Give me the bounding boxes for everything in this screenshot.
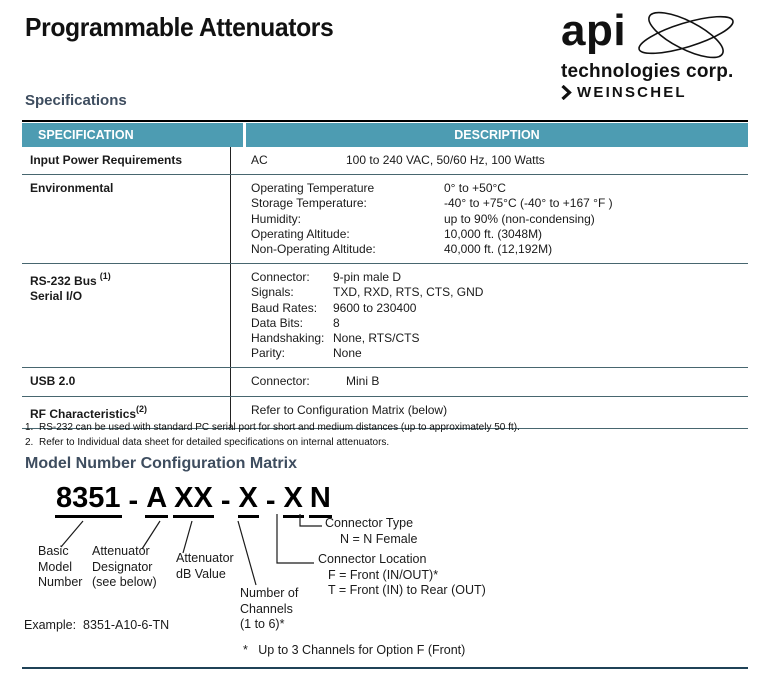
api-weinschel-logo xyxy=(561,8,766,101)
model-matrix-heading: Model Number Configuration Matrix xyxy=(25,455,297,472)
footnote xyxy=(25,421,520,436)
table-row xyxy=(22,175,748,264)
model-separator: - xyxy=(220,485,231,517)
spec-footnote-ref: (1) xyxy=(99,271,111,282)
specifications-table xyxy=(22,120,748,429)
description-item xyxy=(251,346,748,361)
chevron-right-icon xyxy=(561,85,572,100)
spec-description xyxy=(230,264,748,367)
description-item xyxy=(251,242,748,257)
spec-name-line2: Serial I/O xyxy=(30,289,83,304)
callout-attenuator-designator xyxy=(92,544,157,591)
item-label: Handshaking: xyxy=(251,331,325,346)
description-item xyxy=(251,285,748,300)
item-label: Signals: xyxy=(251,285,294,300)
item-value: None, RTS/CTS xyxy=(333,331,420,346)
spec-footnote-ref: (2) xyxy=(136,403,148,414)
description-item xyxy=(251,403,748,418)
callout-line: Model xyxy=(38,559,73,574)
callout-line: Attenuator xyxy=(92,544,150,558)
footnote-text: Refer to Individual data sheet for detailed specifications on internal attenuators. xyxy=(39,436,390,448)
description-item xyxy=(251,181,748,196)
footnote xyxy=(25,436,520,451)
table-row xyxy=(22,368,748,396)
callout-line: dB Value xyxy=(176,566,226,581)
table-row xyxy=(22,264,748,368)
model-example: Example: 8351-A10-6-TN xyxy=(24,618,170,632)
item-value: 40,000 ft. (12,192M) xyxy=(444,242,553,257)
channels-footnote: * Up to 3 Channels for Option F (Front) xyxy=(243,643,466,657)
specifications-heading: Specifications xyxy=(25,92,127,109)
item-value: 100 to 240 VAC, 50/60 Hz, 100 Watts xyxy=(346,153,545,167)
item-label: Operating Altitude: xyxy=(251,226,350,241)
model-separator: - xyxy=(128,485,139,517)
callout-attenuator-db-value xyxy=(176,551,234,582)
spec-name: Input Power Requirements xyxy=(30,153,183,167)
spec-name: RF Characteristics$^{(2)}$ xyxy=(30,403,148,421)
callout-line: Channels xyxy=(240,601,293,616)
spec-description xyxy=(230,368,748,395)
item-label: Baud Rates: xyxy=(251,300,318,315)
callout-line: Connector Type xyxy=(325,516,414,530)
footnote-number: 1. xyxy=(25,422,34,433)
description-item xyxy=(251,212,748,227)
description-item xyxy=(251,153,748,168)
callout-basic-model-number xyxy=(38,544,82,591)
item-label: Data Bits: xyxy=(251,315,304,330)
item-label: Connector: xyxy=(251,374,310,389)
callout-connector-location xyxy=(318,552,486,599)
item-value: Refer to Configuration Matrix (below) xyxy=(251,402,448,417)
item-value: Mini B xyxy=(346,374,380,389)
table-footnotes xyxy=(25,421,520,450)
model-segment: XX xyxy=(173,483,214,518)
description-item xyxy=(251,374,748,389)
callout-line: Attenuator xyxy=(176,551,234,565)
leader-line xyxy=(183,521,192,553)
item-value: 9-pin male D xyxy=(333,270,402,285)
callout-line: F = Front (IN/OUT)* xyxy=(328,567,439,582)
orbit-ellipses-icon xyxy=(634,10,738,60)
table-header-row xyxy=(22,123,748,147)
item-value: 9600 to 230400 xyxy=(333,300,417,315)
callout-line: Designator xyxy=(92,559,153,574)
model-segment: 8351 xyxy=(55,483,122,518)
description-item xyxy=(251,196,748,211)
model-number xyxy=(55,483,332,518)
item-value: 0° to +50°C xyxy=(444,181,506,196)
page-title: Programmable Attenuators xyxy=(25,12,334,42)
table-row xyxy=(22,147,748,175)
model-segment: X xyxy=(238,483,259,518)
spec-name: RS-232 Bus $^{(1)}$ Serial I/O xyxy=(22,264,230,367)
item-label: Connector: xyxy=(251,270,310,285)
table-body xyxy=(22,147,748,429)
item-label: AC xyxy=(251,153,268,167)
callout-line: Number xyxy=(38,575,83,589)
column-header-specification: SPECIFICATION xyxy=(22,123,243,147)
logo-weinschel-line xyxy=(561,84,766,101)
description-item xyxy=(251,227,748,242)
bottom-rule xyxy=(22,667,748,669)
item-label: Storage Temperature: xyxy=(251,196,367,211)
column-header-description: DESCRIPTION xyxy=(246,123,748,147)
leader-line xyxy=(238,521,256,585)
spec-name: USB 2.0 xyxy=(30,374,76,389)
model-segment: X xyxy=(283,483,304,518)
item-value: TXD, RXD, RTS, CTS, GND xyxy=(333,285,484,300)
api-logo-text: api xyxy=(561,6,627,55)
logo-weinschel-text: WEINSCHEL xyxy=(577,84,687,101)
description-item xyxy=(251,301,748,316)
item-value: None xyxy=(333,346,362,361)
description-item xyxy=(251,270,748,285)
item-label: Parity: xyxy=(251,346,286,361)
callout-line: N = N Female xyxy=(340,531,418,546)
callout-line: (see below) xyxy=(92,575,157,589)
footnote-number: 2. xyxy=(25,436,34,448)
callout-line: T = Front (IN) to Rear (OUT) xyxy=(328,583,486,597)
logo-technologies-text: technologies corp. xyxy=(561,61,734,82)
item-value: 10,000 ft. (3048M) xyxy=(444,226,543,241)
callout-line: (1 to 6)* xyxy=(240,617,285,631)
spec-name: Environmental xyxy=(30,181,114,196)
item-value: 8 xyxy=(333,315,340,330)
description-item xyxy=(251,331,748,346)
model-segment: A xyxy=(145,483,168,518)
item-value: up to 90% (non-condensing) xyxy=(444,211,595,226)
spec-description xyxy=(230,147,748,174)
item-label: Operating Temperature xyxy=(251,181,375,196)
model-separator: - xyxy=(265,485,276,517)
callout-connector-type xyxy=(325,516,417,547)
callout-line: Connector Location xyxy=(318,552,427,566)
callout-line: Number of xyxy=(240,586,299,600)
callout-number-of-channels xyxy=(240,586,298,633)
item-label: Humidity: xyxy=(251,211,302,226)
model-segment: N xyxy=(309,483,332,518)
description-item xyxy=(251,316,748,331)
item-label: Non-Operating Altitude: xyxy=(251,242,376,257)
footnote-text: RS-232 can be used with standard PC serial port for short and medium distances (up to approximately 50 ft). xyxy=(39,422,520,433)
spec-description xyxy=(230,175,748,263)
callout-line: Basic xyxy=(38,544,69,558)
leader-line xyxy=(277,514,314,563)
item-value: -40° to +75°C (-40° to +167 °F ) xyxy=(444,196,613,211)
